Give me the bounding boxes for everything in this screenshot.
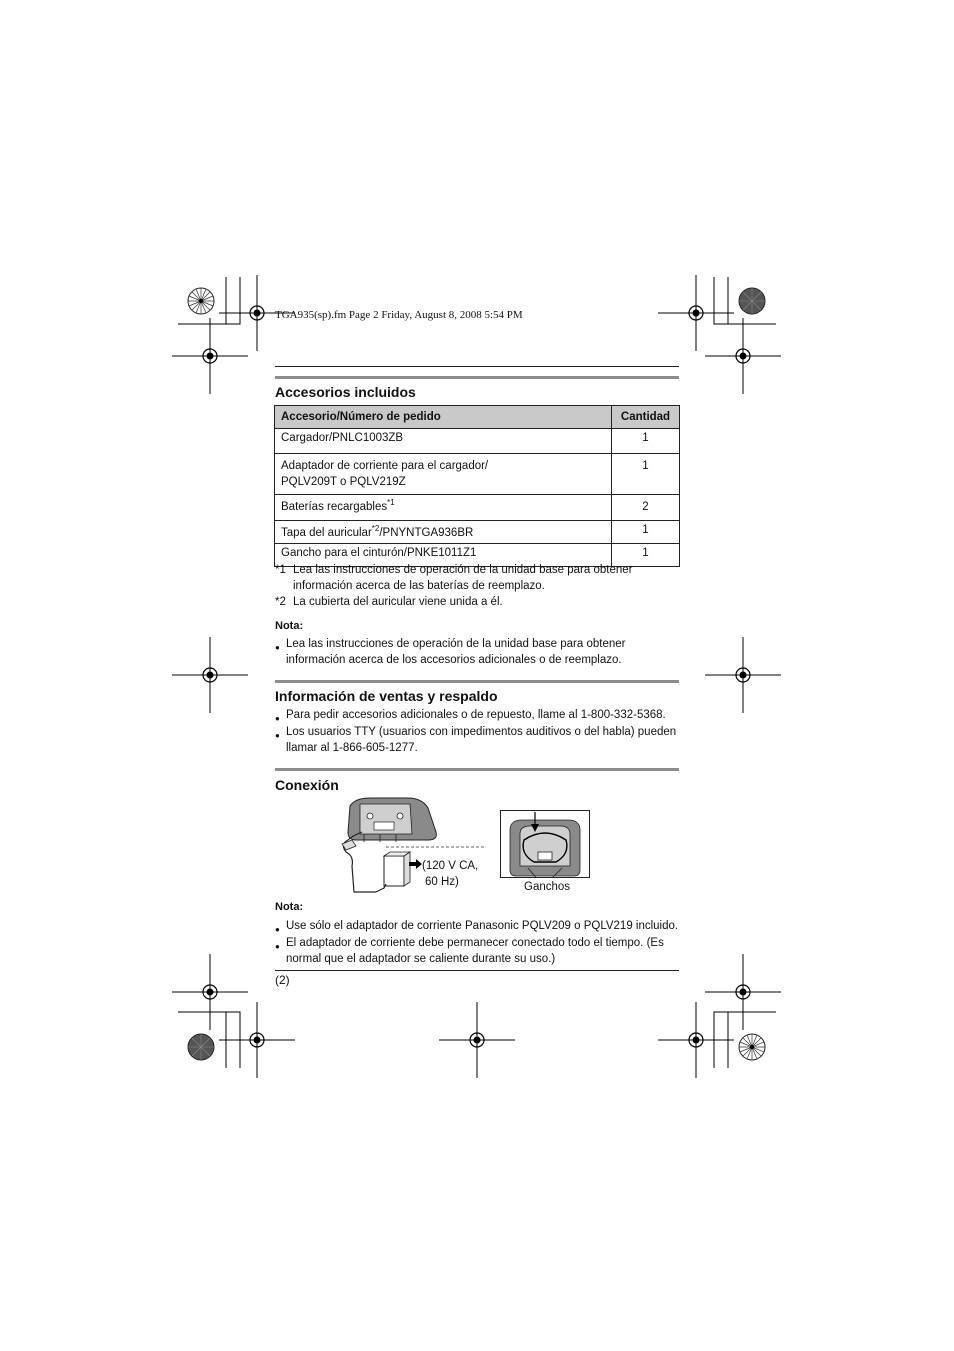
connection-bullet [275,935,685,967]
bullet-icon: ● [275,714,280,723]
footnote-mark: *2 [275,596,286,608]
bullet-icon: ● [275,925,280,934]
accessory-name: Adaptador de corriente para el cargador/ [281,460,489,472]
section-rule [275,376,679,379]
bullet-text: Los usuarios TTY (usuarios con impedimentos auditivos o del habla) pueden [286,726,677,738]
quantity-cell: 1 [612,429,680,454]
file-info-header: TGA935(sp).fm Page 2 Friday, August 8, 2008 5:54 PM [275,309,523,321]
accessory-name: Cargador/PNLC1003ZB [281,432,404,444]
accessory-part-number: /PNYNTGA936BR [379,526,474,539]
accessory-name: Gancho para el cinturón/PNKE1011Z1 [281,547,477,559]
footnote-1 [275,562,633,594]
bullet-icon: ● [275,942,280,951]
bottom-rule [275,970,679,971]
footnote-text: Lea las instrucciones de operación de la unidad base para obtener [293,564,633,576]
connection-bullet [275,918,685,934]
bullet-text-cont: normal que el adaptador se caliente durante su uso.) [286,953,556,965]
note-label: Nota: [275,620,304,632]
table-row [275,454,680,495]
accessories-title: Accesorios incluidos [275,384,416,400]
accessory-part-number: PQLV209T o PQLV219Z [281,476,406,488]
footnote-2 [275,594,503,610]
accessory-cell [275,429,612,454]
table-row [275,429,680,454]
bullet-text: Use sólo el adaptador de corriente Panasonic PQLV209 o PQLV219 incluido. [286,920,679,932]
quantity-cell: 2 [612,495,680,521]
power-spec [422,858,478,890]
column-header-accessory: Accesorio/Número de pedido [275,406,612,429]
hooks-detail-illustration [500,810,590,878]
quantity-cell: 1 [612,544,680,567]
sales-bullet [275,707,685,723]
bullet-text-cont: llamar al 1-866-605-1277. [286,742,418,754]
table-row [275,495,680,521]
top-rule [275,366,679,367]
page-number: (2) [275,973,290,987]
accessory-cell [275,454,612,495]
table-row [275,521,680,544]
connection-title: Conexión [275,777,339,793]
column-header-quantity: Cantidad [612,406,680,429]
footnote-ref: *1 [387,498,395,507]
footnote-text-cont: información acerca de las baterías de reemplazo. [293,580,545,592]
bullet-text-cont: información acerca de los accesorios adicionales o de reemplazo. [286,654,622,666]
sales-bullet [275,724,685,756]
accessories-table [274,405,680,567]
bullet-text: Para pedir accesorios adicionales o de repuesto, llame al 1-800-332-5368. [286,709,666,721]
note-bullet [275,636,685,668]
accessory-name: Baterías recargables [281,500,388,513]
quantity-cell: 1 [612,454,680,495]
bullet-icon: ● [275,643,280,652]
bullet-text: Lea las instrucciones de operación de la unidad base para obtener [286,638,626,650]
footnote-mark: *1 [275,564,286,576]
accessory-name: Tapa del auricular [281,526,372,539]
footnote-ref: *2 [371,524,380,533]
section-rule [275,768,679,771]
hooks-label: Ganchos [524,881,571,893]
sales-title: Información de ventas y respaldo [275,688,498,704]
quantity-cell: 1 [612,521,680,544]
footnote-text: La cubierta del auricular viene unida a él. [293,596,503,608]
accessory-cell [275,521,612,544]
power-spec-line: (120 V CA, [422,860,479,872]
note-label: Nota: [275,901,304,913]
table-header-row [275,406,680,429]
bullet-text: El adaptador de corriente debe permanecer conectado todo el tiempo. (Es [286,937,664,949]
section-rule [275,680,679,683]
power-spec-line: 60 Hz) [425,876,459,888]
accessory-cell [275,495,612,521]
bullet-icon: ● [275,731,280,740]
